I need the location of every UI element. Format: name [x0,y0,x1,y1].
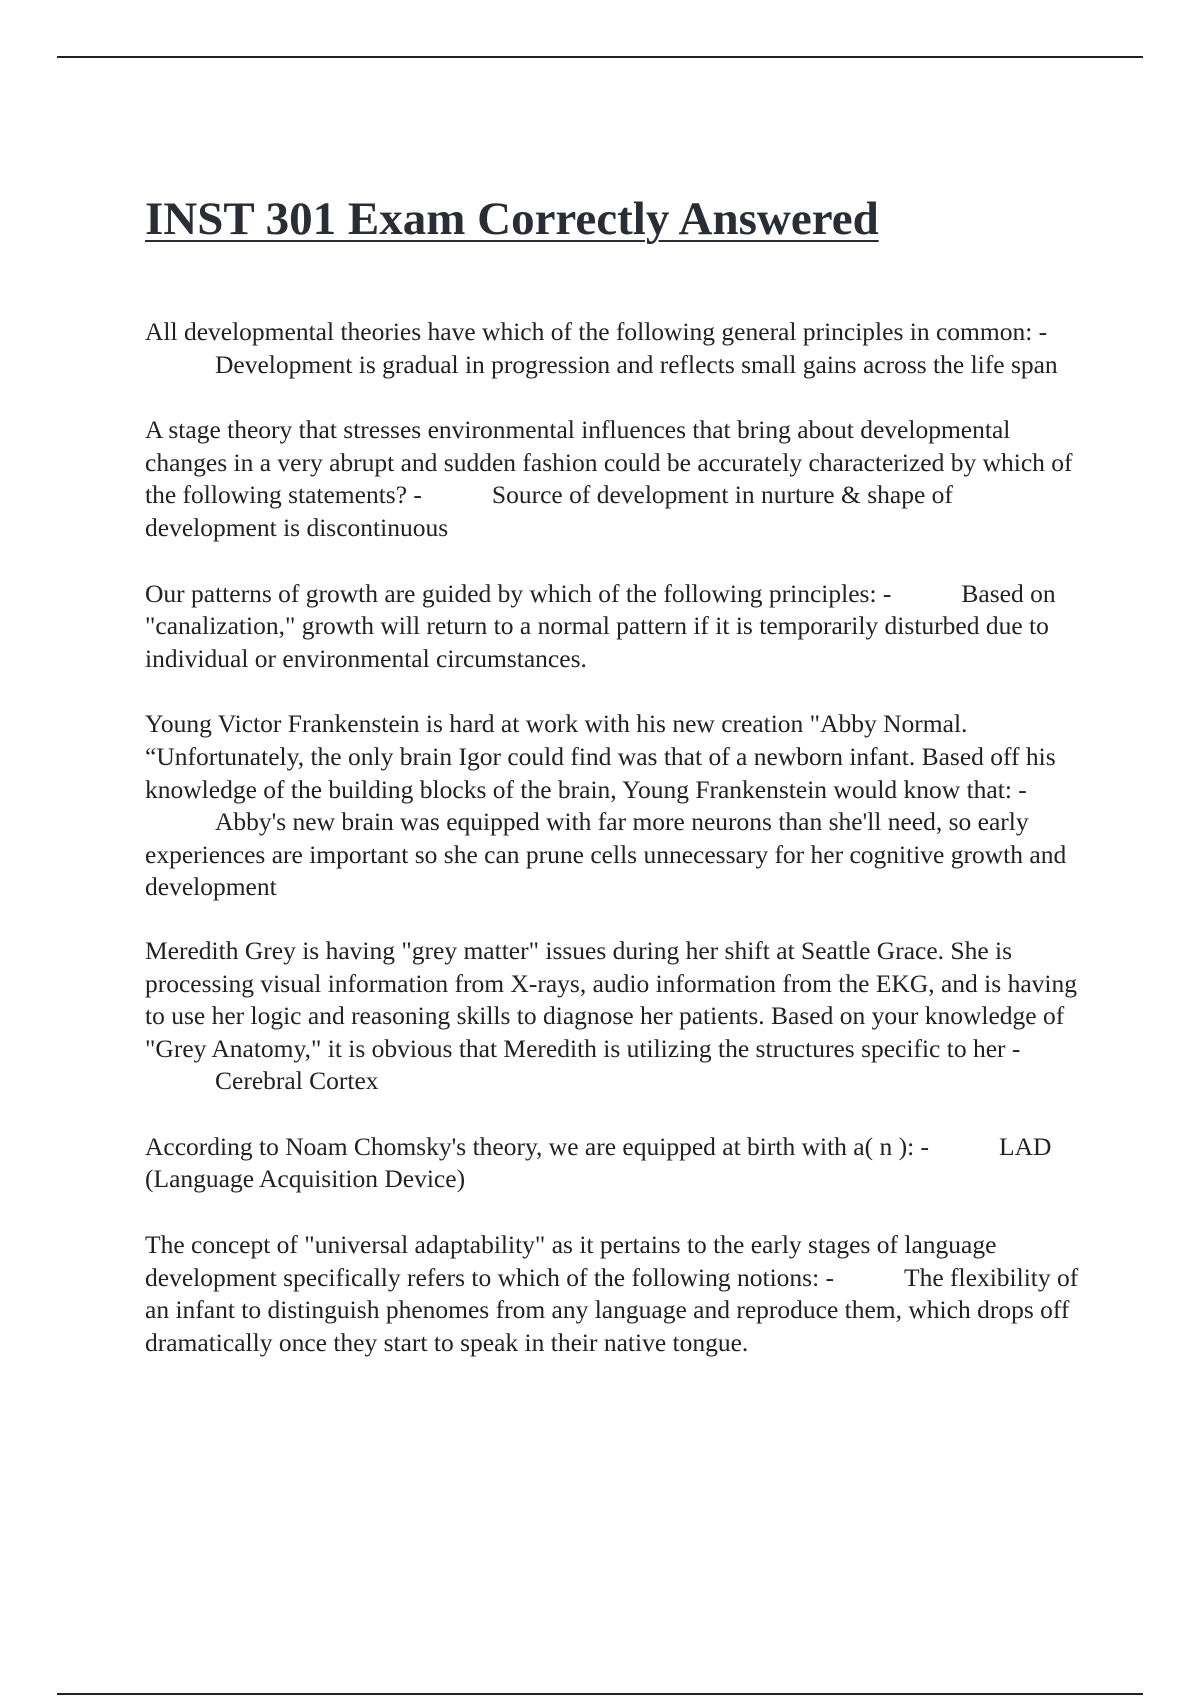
question-text: Young Victor Frankenstein is hard at work with his new creation "Abby Normal. “Unfortunately, the only brain Igor could find was that of a newborn infant. Based off his knowledge of the building blocks of the brain, Young Frankenstein would know that: - [145,709,1056,804]
qa-item [145,414,1090,544]
answer-separator [891,578,961,611]
qa-list [145,316,1090,1392]
answer-text: Source of development in nurture & shape of development is discontinuous [145,480,953,542]
qa-item [145,935,1090,1098]
question-text: Meredith Grey is having "grey matter" issues during her shift at Seattle Grace. She is processing visual information from X-rays, audio information from the EKG, and is having to use her logic and reasoning skills to diagnose her patients. Based on your knowledge of "Grey Anatomy," it is obvious that Meredith is utilizing the structures specific to her - [145,935,1077,1063]
answer-text: Based on "canalization," growth will return to a normal pattern if it is temporarily disturbed due to individual or environmental circumstances. [145,578,1056,673]
answer-text: The flexibility of an infant to distinguish phenomes from any language and reproduce them, which drops off dramatically once they start to speak in their native tongue. [145,1262,1079,1357]
answer-separator [422,479,492,512]
qa-item [145,316,1090,381]
answer-text: LAD (Language Acquisition Device) [145,1131,1052,1194]
answer-separator [929,1131,999,1164]
page-title: INST 301 Exam Correctly Answered [145,193,879,245]
question-text: A stage theory that stresses environmental influences that bring about developmental changes in a very abrupt and sudden fashion could be accurately characterized by which of the following statements? - [145,415,1073,510]
answer-separator [834,1262,904,1295]
answer-text: Cerebral Cortex [215,1066,379,1096]
answer-text: Development is gradual in progression and reflects small gains across the life span [215,349,1058,379]
question-text: Our patterns of growth are guided by which of the following principles: - [145,578,892,608]
answer-separator [145,806,215,839]
answer-separator [145,1065,215,1098]
bottom-divider [57,1693,1143,1695]
answer-separator [145,349,215,382]
question-text: According to Noam Chomsky's theory, we are equipped at birth with a( n ): - [145,1131,930,1161]
question-text: The concept of "universal adaptability" as it pertains to the early stages of language development specifically refers to which of the following notions: - [145,1230,997,1292]
qa-item [145,708,1090,904]
question-text: All developmental theories have which of the following general principles in common: - [145,317,1048,346]
answer-text: Abby's new brain was equipped with far more neurons than she'll need, so early experiences are important so she can prune cells unnecessary for her cognitive growth and development [145,807,1067,902]
qa-item [145,578,1090,676]
qa-item [145,1131,1090,1196]
top-divider [57,56,1143,58]
qa-item [145,1229,1090,1359]
